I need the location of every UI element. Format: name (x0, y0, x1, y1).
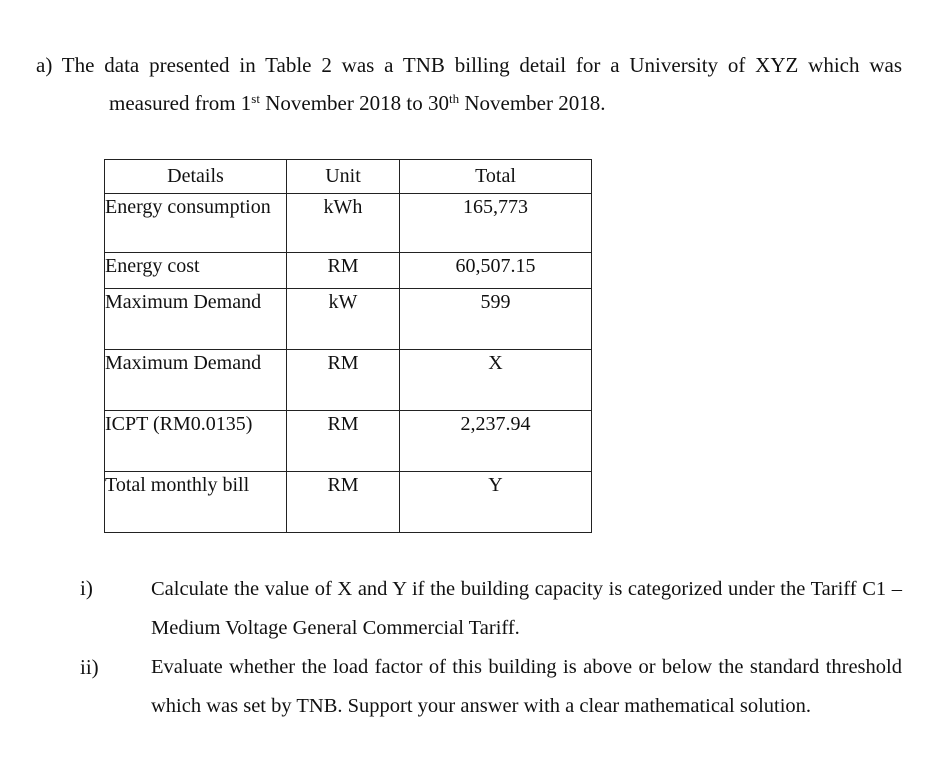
cell-total: X (400, 350, 592, 411)
intro-paragraph-line-1 (36, 51, 902, 79)
cell-unit: RM (287, 411, 400, 472)
date-from-text: measured from 1 (109, 91, 252, 115)
question-number-2: ii) (80, 655, 99, 679)
table-row (105, 411, 592, 472)
cell-total: 2,237.94 (400, 411, 592, 472)
intro-text: The data presented in Table 2 was a TNB billing detail for a University of XYZ which was (61, 53, 902, 77)
cell-details: Energy cost (105, 253, 287, 289)
cell-unit: RM (287, 472, 400, 533)
question-text-1: Calculate the value of X and Y if the building capacity is categorized under the Tariff C1 – Medium Voltage General Commercial Tariff. (151, 578, 902, 639)
table-row (105, 194, 592, 253)
table-row (105, 289, 592, 350)
cell-details: Total monthly bill (105, 472, 287, 533)
cell-details: ICPT (RM0.0135) (105, 411, 287, 472)
cell-total: Y (400, 472, 592, 533)
intro-paragraph-line-2 (109, 89, 605, 117)
date-end-text: November 2018. (459, 91, 606, 115)
question-text-2: Evaluate whether the load factor of this building is above or below the standard threshold which was set by TNB. Support your answer with a clear mathematical solution. (151, 656, 902, 717)
cell-details: Maximum Demand (105, 289, 287, 350)
table-row (105, 253, 592, 289)
cell-total: 599 (400, 289, 592, 350)
cell-total: 165,773 (400, 194, 592, 253)
cell-unit: kWh (287, 194, 400, 253)
cell-unit: RM (287, 253, 400, 289)
part-label: a) (36, 53, 53, 77)
cell-unit: kW (287, 289, 400, 350)
cell-details: Maximum Demand (105, 350, 287, 411)
cell-unit: RM (287, 350, 400, 411)
table-header-row (105, 160, 592, 194)
ordinal-st: st (251, 91, 260, 106)
cell-details: Energy consumption (105, 194, 287, 253)
billing-table (104, 159, 592, 533)
question-number-1: i) (80, 576, 93, 600)
date-to-text: November 2018 to 30 (259, 91, 449, 115)
table-row (105, 350, 592, 411)
ordinal-th: th (448, 91, 460, 106)
header-total: Total (400, 160, 592, 194)
table-row (105, 472, 592, 533)
header-unit: Unit (287, 160, 400, 194)
header-details: Details (105, 160, 287, 194)
cell-total: 60,507.15 (400, 253, 592, 289)
